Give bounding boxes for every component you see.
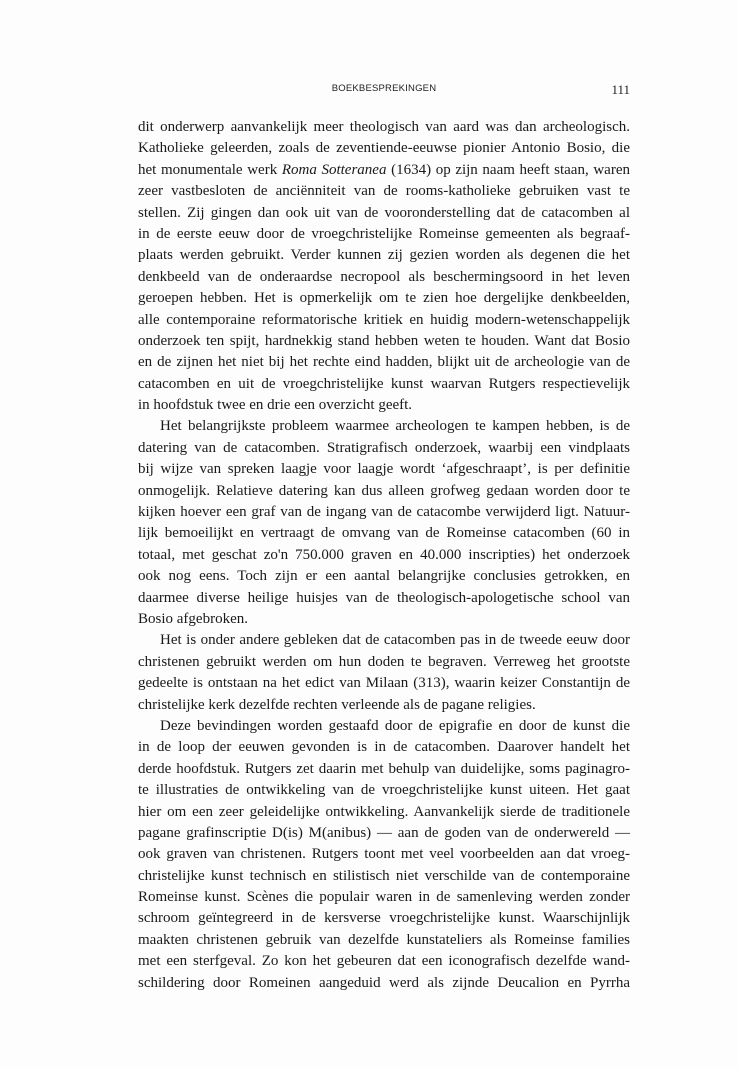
text-line: en de zijnen het niet bij het rechte eind hadden, blijkt uit de archeologie van de xyxy=(138,354,630,371)
text-line: derde hoofdstuk. Rutgers zet daarin met behulp van duidelijke, soms paginagro- xyxy=(138,760,630,777)
text-line: pagane grafinscriptie D(is) M(anibus) — aan de goden van de onderwereld — xyxy=(138,824,630,841)
text-line: schildering door Romeinen aangeduid werd als zijnde Deucalion en Pyrrha xyxy=(138,974,630,991)
text-line: denkbeeld van de onderaardse necropool als beschermingsoord in het leven xyxy=(138,268,630,285)
text-line: geroepen hebben. Het is opmerkelijk om te zien hoe dergelijke denkbeelden, xyxy=(138,290,630,307)
text-line: te illustraties de ontwikkeling van de vroegchristelijke kunst uiteen. Het gaat xyxy=(138,782,630,799)
text-line: christenen gebruikt werden om hun doden te begraven. Verreweg het grootste xyxy=(138,653,630,670)
text-line: in de loop der eeuwen gevonden is in de catacomben. Daarover handelt het xyxy=(138,739,630,756)
text-line: ook graven van christenen. Rutgers toont met veel voorbeelden aan dat vroeg- xyxy=(138,846,630,863)
text-line: gedeelte is ontstaan na het edict van Milaan (313), waarin keizer Constantijn de xyxy=(138,675,630,692)
text-line: Het belangrijkste probleem waarmee archeologen te kampen hebben, is de xyxy=(160,418,630,435)
text-line: maakten christenen gebruik van dezelfde kunstateliers als Romeinse families xyxy=(138,931,630,948)
text-line: stellen. Zij gingen dan ook uit van de vooronderstelling dat de catacomben al xyxy=(138,204,630,221)
text-line: lijk bemoeilijkt en vertraagt de omvang van de Romeinse catacomben (60 in xyxy=(138,525,630,542)
text-line: plaats werden gebruikt. Verder kunnen zij gezien worden als degenen die het xyxy=(138,247,630,264)
running-title: BOEKBESPREKINGEN xyxy=(331,83,437,94)
text-line xyxy=(138,160,630,181)
text-line: schroom geïntegreerd in de kersverse vroegchristelijke kunst. Waarschijnlijk xyxy=(138,910,630,927)
text-line: datering van de catacomben. Stratigrafisch onderzoek, waarbij een vindplaats xyxy=(138,439,630,456)
text-line: in de eerste eeuw door de vroegchristelijke Romeinse gemeenten als begraaf- xyxy=(138,225,630,242)
text-line: kijken hoever een graf van de ingang van de catacombe verwijderd ligt. Natuur- xyxy=(138,504,630,521)
running-head xyxy=(138,83,630,99)
text-line: christelijke kerk dezelfde rechten verleende als de pagane religies. xyxy=(138,696,536,713)
text-segment: (1634) op zijn naam heeft staan, waren xyxy=(386,161,630,178)
text-line: totaal, met geschat zo'n 750.000 graven en 40.000 inscripties) het onderzoek xyxy=(138,546,630,563)
text-line: catacomben en uit de vroegchristelijke kunst waarvan Rutgers respectievelijk xyxy=(138,375,630,392)
text-line: Het is onder andere gebleken dat de catacomben pas in de tweede eeuw door xyxy=(160,632,630,649)
text-segment: het monumentale werk xyxy=(138,161,282,178)
text-line: zeer vastbesloten de anciënniteit van de rooms-katholieke gebruiken vast te xyxy=(138,183,630,200)
text-line: onderzoek ten spijt, hardnekkig stand hebben weten te houden. Want dat Bosio xyxy=(138,332,630,349)
text-line: daarmee diverse heilige huisjes van de theologisch-apologetische school van xyxy=(138,589,630,606)
text-line: ook nog eens. Toch zijn er een aantal belangrijke conclusies getrokken, en xyxy=(138,568,630,585)
book-title-italic: Roma Sotteranea xyxy=(281,161,387,178)
text-line: Romeinse kunst. Scènes die populair waren in de samenleving werden zonder xyxy=(138,889,630,906)
text-line: alle contemporaine reformatorische kritiek en huidig modern-wetenschappelijk xyxy=(138,311,630,328)
text-line: Bosio afgebroken. xyxy=(138,610,248,627)
text-line: met een sterfgeval. Zo kon het gebeuren dat een iconografisch dezelfde wand- xyxy=(138,953,630,970)
text-line: hier om een zeer geleidelijke ontwikkeling. Aanvankelijk sierde de traditionele xyxy=(138,803,630,820)
text-line: dit onderwerp aanvankelijk meer theologisch van aard was dan archeologisch. xyxy=(138,119,630,135)
text-line: bij wijze van spreken laagje voor laagje wordt ‘afgeschraapt’, is per definitie xyxy=(138,461,630,478)
text-line: onmogelijk. Relatieve datering kan dus alleen grofweg gedaan worden door te xyxy=(138,482,630,499)
text-line: Katholieke geleerden, zoals de zeventiende-eeuwse pionier Antonio Bosio, die xyxy=(138,140,630,157)
review-body-text xyxy=(138,117,630,994)
text-line: in hoofdstuk twee en drie een overzicht geeft. xyxy=(138,397,413,414)
page-number: 111 xyxy=(611,82,630,97)
text-line: Deze bevindingen worden gestaafd door de epigrafie en door de kunst die xyxy=(160,717,630,734)
text-line: christelijke kunst technisch en stilistisch niet verschilde van de contemporaine xyxy=(138,867,630,884)
